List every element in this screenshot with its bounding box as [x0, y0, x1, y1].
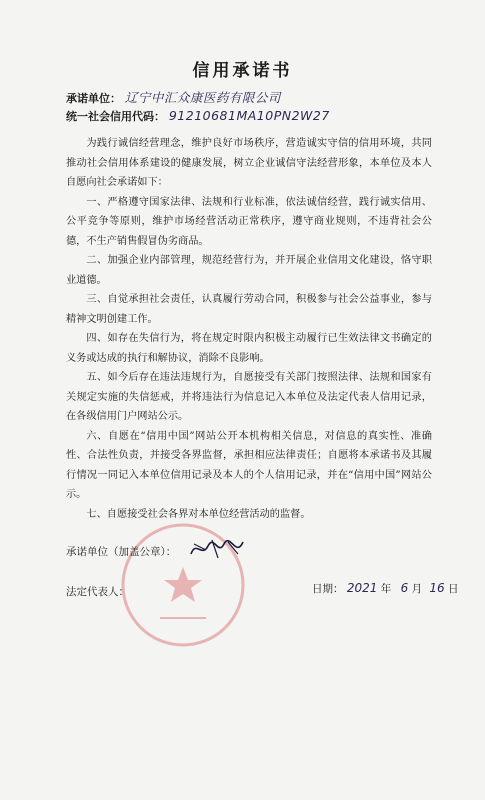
document-title: 信用承诺书: [192, 61, 293, 81]
date-year-unit: 年: [380, 583, 392, 595]
legal-rep-label: 法定代表人：: [66, 586, 129, 598]
unit-label: 承诺单位：: [66, 92, 121, 105]
date-year: 2021: [346, 581, 378, 595]
date-month-unit: 月: [411, 583, 423, 595]
commitment-item-1: 一、严格遵守国家法律、法规和行业标准，依法诚信经营，践行诚实信用、公平竞争等原则，维护市场经营活动正常秩序，遵守商业规则，不违背社会公德，不生产销售假冒伪劣商品。: [66, 196, 432, 247]
commitment-item-2: 二、加强企业内部管理，规范经营行为，并开展企业信用文化建设，恪守职业道德。: [66, 255, 432, 286]
commitment-item-5: 五、如今后存在违法违规行为，自愿接受有关部门按照法律、法规和国家有关规定实施的失信惩戒，并将违法行为信息记入本单位及法定代表人信用记录，在各级信用门户网站公示。: [66, 372, 432, 422]
credit-code-label: 统一社会信用代码：: [66, 110, 165, 123]
commitment-item-4: 四、如存在失信行为，将在规定时限内积极主动履行已生效法律文书确定的义务或达成的执行和解协议，消除不良影响。: [66, 333, 432, 364]
date-field: [312, 581, 459, 596]
commitment-item-7: 七、自愿接受社会各界对本单位经营活动的监督。: [86, 508, 311, 520]
date-month: 6: [400, 581, 409, 595]
credit-code-value: 91210681MA10PN2W27: [168, 108, 330, 123]
seal-star-icon: [164, 567, 202, 602]
date-day-unit: 日: [448, 583, 459, 595]
commitment-item-6: 六、自愿在“信用中国”网站公开本机构相关信息，对信息的真实性、准确性、合法性负责，并接受各界监督，承担相应法律责任；自愿将本承诺书及其履行情况一同记入本单位信用记录及本人的个人信用记录，并在“信用中国”网站公示。: [66, 430, 432, 500]
signature-block: [188, 536, 246, 566]
commitment-item-3: 三、自觉承担社会责任，认真履行劳动合同，积极参与社会公益事业，参与精神文明创建工作。: [66, 294, 432, 325]
unit-value: 辽宁中汇众康医药有限公司: [124, 90, 281, 105]
signature-scribble: [188, 536, 246, 562]
credit-code-field: [66, 108, 330, 124]
intro-paragraph: 为践行诚信经营理念，维护良好市场秩序，营造诚实守信的信用环境，共同推动社会信用体系建设的健康发展，树立企业诚信守法经营形象，本单位及本人自愿向社会承诺如下：: [66, 138, 432, 188]
unit-field: [66, 88, 281, 106]
commitment-body: [66, 134, 432, 524]
date-label: 日期：: [312, 583, 344, 595]
date-day: 16: [429, 581, 445, 595]
sign-unit-label: 承诺单位（加盖公章）：: [66, 546, 177, 558]
